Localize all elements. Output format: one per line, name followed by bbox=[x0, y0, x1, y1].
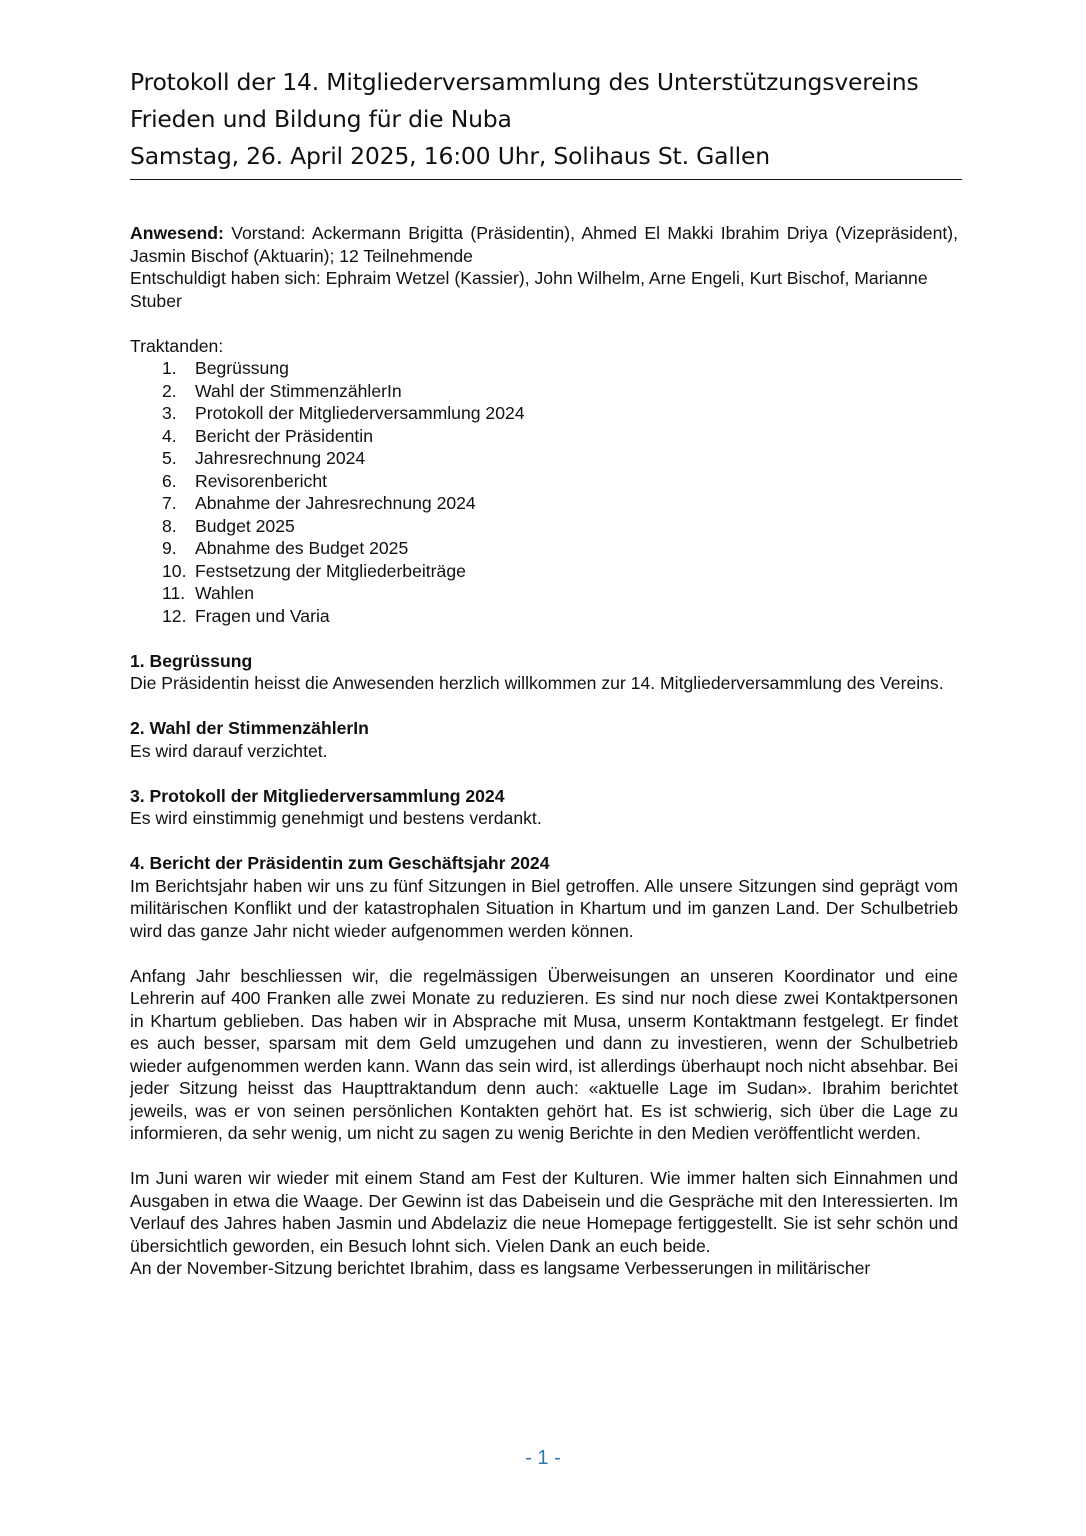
section-3-heading: 3. Protokoll der Mitgliederversammlung 2024 bbox=[130, 785, 505, 806]
section-2-text: Es wird darauf verzichtet. bbox=[130, 740, 328, 761]
title-line-3: Samstag, 26. April 2025, 16:00 Uhr, Solihaus St. Gallen bbox=[130, 142, 770, 170]
agenda-list bbox=[130, 357, 958, 627]
attendance-present-text: Vorstand: Ackermann Brigitta (Präsidentin), Ahmed El Makki Ibrahim Driya (Vizepräsident), Jasmin Bischof (Aktuarin); 12 Teilnehmende bbox=[130, 223, 958, 266]
agenda-item: 2. Wahl der StimmenzählerIn bbox=[162, 380, 402, 401]
section-1-heading: 1. Begrüssung bbox=[130, 650, 253, 671]
section-1-text: Die Präsidentin heisst die Anwesenden herzlich willkommen zur 14. Mitgliederversammlung des Vereins. bbox=[130, 673, 944, 693]
section-3-text: Es wird einstimmig genehmigt und bestens verdankt. bbox=[130, 808, 542, 828]
section-4-paragraph-4: An der November-Sitzung berichtet Ibrahim, dass es langsame Verbesserungen in militärischer bbox=[130, 1258, 871, 1278]
agenda-item: 9. Abnahme des Budget 2025 bbox=[162, 538, 409, 558]
section-4-paragraph-1: Im Berichtsjahr haben wir uns zu fünf Sitzungen in Biel getroffen. Alle unsere Sitzungen sind geprägt vom militärischen Konflikt und der katastrophalen Situation in Khartum und im ganzen Land. Der Schulbetrieb wird das ganze Jahr nicht wieder aufgenommen werden können. bbox=[130, 875, 958, 941]
title-line-1: Protokoll der 14. Mitgliederversammlung des Unterstützungsvereins bbox=[130, 68, 919, 96]
agenda-item: 11. Wahlen bbox=[162, 583, 255, 603]
attendance-label: Anwesend: bbox=[130, 223, 224, 243]
attendance-excused: Entschuldigt haben sich: Ephraim Wetzel (Kassier), John Wilhelm, Arne Engeli, Kurt Bischof, Marianne Stuber bbox=[130, 268, 928, 311]
section-4-paragraph-2: Anfang Jahr beschliessen wir, die regelmässigen Überweisungen an unseren Koordinator und eine Lehrerin auf 400 Franken alle zwei Monate zu reduzieren. Es sind nur noch diese zwei Kontaktpersonen in Khartum geblieben. Das haben wir in Absprache mit Musa, unserm Kontaktmann festgelegt. Er findet es auch besser, sparsam mit dem Geld umzugehen und dann zu investieren, wenn der Schulbetrieb wieder aufgenommen werden kann. Wann das sein wird, ist allerdings überhaupt noch nicht absehbar. Bei jeder Sitzung heisst das Haupttraktandum denn auch: «aktuelle Lage im Sudan». Ibrahim berichtet jeweils, was er von seinen persönlichen Kontakten gehört hat. Es ist schwierig, sich über die Lage zu informieren, da sehr wenig, um nicht zu sagen zu wenig Berichte in den Medien veröffentlicht werden. bbox=[130, 965, 958, 1143]
section-2-heading: 2. Wahl der StimmenzählerIn bbox=[130, 718, 369, 738]
agenda-item: 7. Abnahme der Jahresrechnung 2024 bbox=[162, 493, 476, 513]
document-header bbox=[130, 64, 962, 180]
agenda-item: 8. Budget 2025 bbox=[162, 515, 295, 536]
attendance-present bbox=[130, 222, 958, 267]
agenda-item: 5. Jahresrechnung 2024 bbox=[162, 448, 366, 468]
document-body bbox=[130, 222, 958, 1280]
agenda-item: 10. Festsetzung der Mitgliederbeiträge bbox=[162, 560, 466, 581]
agenda-item: 4. Bericht der Präsidentin bbox=[162, 425, 373, 446]
section-4-heading: 4. Bericht der Präsidentin zum Geschäftsjahr 2024 bbox=[130, 853, 550, 873]
title-line-2: Frieden und Bildung für die Nuba bbox=[130, 105, 512, 133]
agenda-item: 6. Revisorenbericht bbox=[162, 470, 328, 491]
page-number: - 1 - bbox=[525, 1447, 561, 1469]
section-4-paragraph-3: Im Juni waren wir wieder mit einem Stand am Fest der Kulturen. Wie immer halten sich Einnahmen und Ausgaben in etwa die Waage. Der Gewinn ist das Dabeisein und die Gespräche mit den Interessierten. Im Verlauf des Jahres haben Jasmin und Abdelaziz die neue Homepage fertiggestellt. Sie ist sehr schön und übersichtlich geworden, ein Besuch lohnt sich. Vielen Dank an euch beide. bbox=[130, 1168, 958, 1256]
agenda-item: 1. Begrüssung bbox=[162, 358, 289, 378]
agenda-item: 3. Protokoll der Mitgliederversammlung 2024 bbox=[162, 403, 525, 423]
agenda-item: 12. Fragen und Varia bbox=[162, 605, 330, 626]
agenda-title: Traktanden: bbox=[130, 335, 224, 356]
